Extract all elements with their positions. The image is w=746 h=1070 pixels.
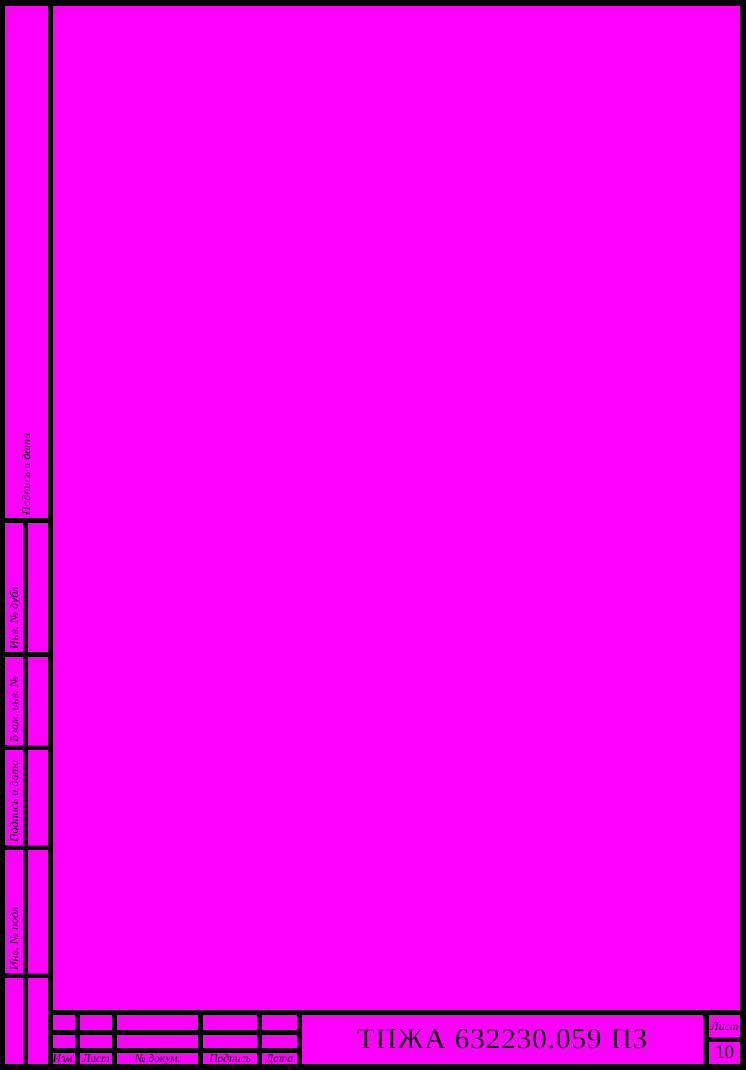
vertical-label-podpis-i-data-upper: Подпись и дата <box>19 432 33 515</box>
vertical-label-podpis-i-data-lower: Подпись и дата <box>7 759 21 842</box>
titleblock-col-list: Лист <box>82 1052 110 1065</box>
vertical-label-inv-no-podl: Инв. № подл. <box>7 903 21 970</box>
titleblock-col-izm: Изм. <box>52 1052 76 1065</box>
frame-edge-top <box>0 0 746 6</box>
margin-section-line-5 <box>0 973 53 978</box>
margin-divider-line <box>23 518 28 1070</box>
margin-section-line-3 <box>0 745 53 750</box>
frame-edge-right <box>740 0 746 1070</box>
margin-section-line-4 <box>0 845 53 850</box>
margin-section-line-2 <box>0 652 53 657</box>
sheet-label: Лист <box>710 1018 739 1033</box>
titleblock-col-no-dokum: № докум. <box>134 1052 181 1065</box>
frame-edge-left <box>0 0 5 1070</box>
titleblock-col-data: Дата <box>265 1052 294 1065</box>
vertical-label-vzam-inv-no: Взам. инв. № <box>7 675 21 742</box>
titleblock-col-podpis: Подпись <box>209 1052 251 1065</box>
document-designation: ТПЖА 632230.059 ПЗ <box>356 1023 649 1055</box>
sheet-number: 10 <box>715 1042 734 1063</box>
vertical-label-inv-no-dubl: Инв. № дубл. <box>7 583 21 649</box>
titleblock-row-line-1 <box>48 1030 302 1035</box>
page-content-area <box>53 6 740 1010</box>
frame-left-line <box>48 0 53 1070</box>
